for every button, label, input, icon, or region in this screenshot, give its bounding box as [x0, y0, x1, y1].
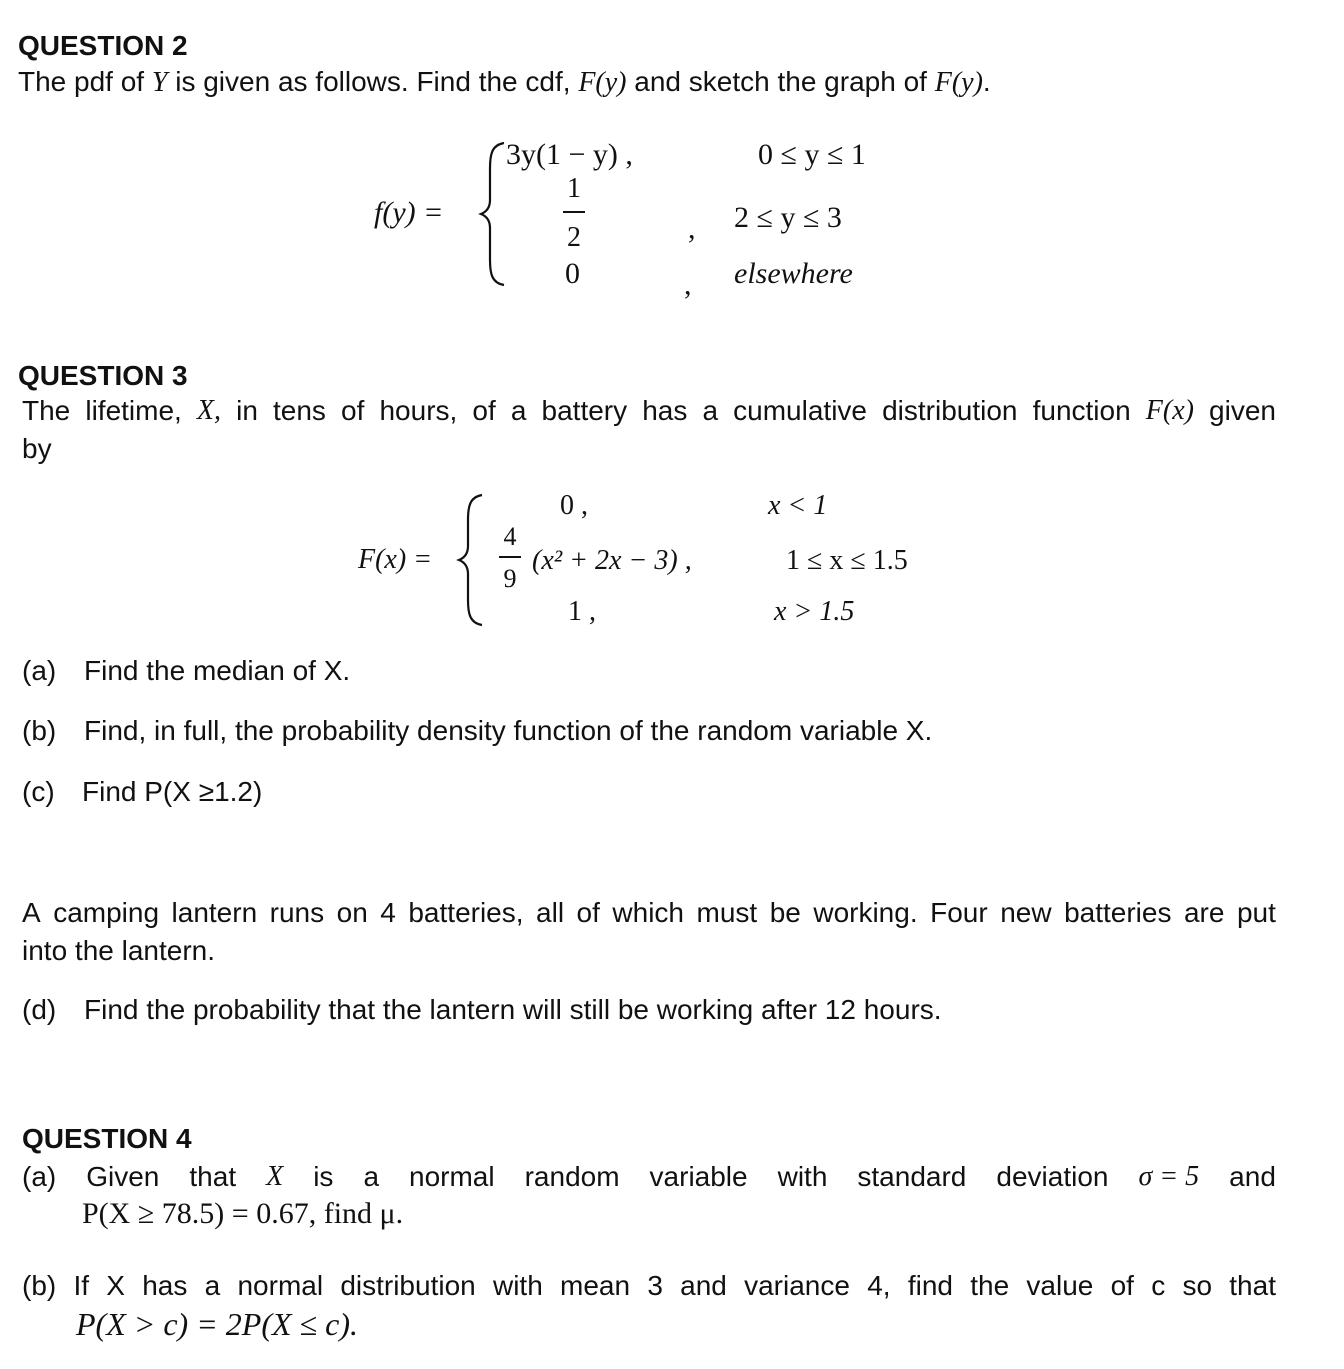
q3-case1-expr: 0 , [560, 490, 588, 521]
q4-a1: Given [86, 1161, 160, 1192]
q2-case2-den: 2 [567, 222, 581, 253]
q4-b6: distribution [340, 1270, 476, 1301]
q3-l15: batteries [1064, 897, 1172, 928]
q2-brace-icon [478, 140, 508, 288]
q3-lhs: F(x) = [358, 544, 433, 575]
q2-case1-expr: 3y(1 − y) , [506, 138, 633, 171]
q3-part-d-text: Find the probability that the lantern will still be working after 12 hours. [84, 994, 942, 1025]
q2-intro-p6: . [982, 66, 991, 97]
q3-l2: lantern [171, 897, 258, 928]
q3-lantern-line1 [22, 897, 1276, 929]
q2-case1-cond: 0 ≤ y ≤ 1 [758, 138, 866, 171]
q3-l13: Four [930, 897, 988, 928]
q4-b17: c [1151, 1270, 1166, 1301]
q2-case2-sep: , [688, 212, 696, 245]
q2-intro-p3: F(y) [578, 67, 627, 98]
q3-w12: cumulative [733, 395, 867, 426]
q2-intro-p0: The pdf of [18, 66, 152, 97]
q2-case3-cond: elsewhere [734, 257, 853, 290]
q3-l7: all [536, 897, 565, 928]
q3-l14: new [1000, 897, 1052, 928]
q3-case2-cond: 1 ≤ x ≤ 1.5 [786, 545, 908, 576]
q3-w9: battery [541, 395, 628, 426]
q4-b13: find [907, 1270, 953, 1301]
q4-b3: has [142, 1270, 188, 1301]
q4-b18: so [1182, 1270, 1213, 1301]
q3-l5: 4 [380, 897, 396, 928]
q3-part-d [22, 994, 942, 1026]
q3-part-a [22, 655, 351, 687]
q3-case2-num: 4 [503, 522, 517, 551]
q3-case2-fracbar [499, 556, 521, 558]
q3-w16: given [1209, 395, 1276, 426]
q4-b10: and [680, 1270, 727, 1301]
q2-intro-p2: is given as follows. Find the cdf, [167, 66, 579, 97]
q4-a13: and [1229, 1161, 1276, 1192]
q4-a3: X [266, 1161, 284, 1192]
q3-w11: a [702, 395, 719, 426]
q2-intro-p5: F(y) [934, 67, 983, 98]
q4-a11: deviation [996, 1161, 1109, 1192]
q4-a6: normal [409, 1161, 495, 1192]
q4-b8: mean [560, 1270, 631, 1301]
q3-w6: hours, [379, 395, 458, 426]
q3-l11: be [769, 897, 801, 928]
q2-intro-p1: Y [151, 67, 168, 98]
q3-brace-icon [456, 492, 486, 628]
q4-a-line1 [22, 1161, 1276, 1193]
q3-part-b [22, 715, 933, 747]
q2-intro [18, 66, 991, 99]
q3-part-c-label: (c) [22, 776, 55, 807]
q3-w3: in [236, 395, 258, 426]
q4-a8: variable [649, 1161, 748, 1192]
q3-w15: F(x) [1145, 395, 1194, 426]
q2-heading: QUESTION 2 [18, 30, 188, 61]
q3-l4: on [336, 897, 368, 928]
q4-b-line2: P(X > c) = 2P(X ≤ c). [76, 1306, 358, 1342]
q3-l9: which [612, 897, 684, 928]
q3-case2-expr: (x² + 2x − 3) , [532, 545, 692, 576]
q3-w0: The [22, 395, 71, 426]
q3-l3: runs [269, 897, 325, 928]
q4-a10: standard [857, 1161, 967, 1192]
q4-a5: a [363, 1161, 380, 1192]
q3-part-c [22, 776, 263, 808]
q3-part-a-label: (a) [22, 655, 57, 686]
q4-b-line1 [22, 1270, 1276, 1302]
q3-l1: camping [53, 897, 160, 928]
q4-b15: value [1026, 1270, 1094, 1301]
q3-w13: distribution [882, 395, 1018, 426]
q2-intro-p4: and sketch the graph of [626, 66, 935, 97]
q3-l0: A [22, 897, 41, 928]
q3-part-a-text: Find the median of X. [84, 655, 351, 686]
q3-intro-line2: by [22, 433, 52, 464]
q4-heading: QUESTION 4 [22, 1123, 192, 1154]
q3-heading: QUESTION 3 [18, 360, 188, 391]
q2-case3-expr: 0 [565, 257, 580, 290]
q3-w1: lifetime, [85, 395, 182, 426]
q3-l8: of [576, 897, 600, 928]
q4-b12: 4, [867, 1270, 891, 1301]
q3-intro-line1 [22, 395, 1276, 427]
q3-case3-expr: 1 , [568, 596, 596, 627]
q3-w10: has [642, 395, 688, 426]
q3-lantern-line2: into the lantern. [22, 935, 216, 966]
q3-l16: are [1183, 897, 1225, 928]
q4-b11: variance [744, 1270, 850, 1301]
q4-b7: with [492, 1270, 543, 1301]
q3-l12: working. [813, 897, 918, 928]
q3-l6: batteries, [408, 897, 524, 928]
q4-a0: (a) [22, 1161, 57, 1192]
q2-lhs: f(y) = [374, 196, 444, 229]
q4-a7: random [524, 1161, 620, 1192]
q3-case1-cond: x < 1 [768, 490, 828, 521]
q4-a12: σ = 5 [1138, 1161, 1200, 1192]
q3-w14: function [1032, 395, 1131, 426]
q4-b1: If [73, 1270, 90, 1301]
q3-w8: a [510, 395, 527, 426]
q2-case3-sep: , [684, 268, 692, 301]
q3-w5: of [341, 395, 365, 426]
q3-w2: X, [196, 395, 222, 426]
q3-part-c-text: Find P(X ≥1.2) [82, 776, 263, 807]
q3-part-b-text: Find, in full, the probability density function of the random variable X. [84, 715, 933, 746]
q3-w7: of [472, 395, 496, 426]
q4-b9: 3 [647, 1270, 663, 1301]
q4-b5: normal [237, 1270, 324, 1301]
q3-case3-cond: x > 1.5 [774, 596, 855, 627]
q4-b19: that [1229, 1270, 1276, 1301]
q3-part-d-label: (d) [22, 994, 57, 1025]
q3-l10: must [696, 897, 758, 928]
q4-a2: that [189, 1161, 237, 1192]
q3-w4: tens [273, 395, 326, 426]
q4-a9: with [777, 1161, 828, 1192]
q2-case2-cond: 2 ≤ y ≤ 3 [734, 201, 842, 234]
q3-part-b-label: (b) [22, 715, 57, 746]
q4-a-line2: P(X ≥ 78.5) = 0.67, find μ. [82, 1197, 404, 1230]
q2-case2-fracbar [563, 211, 585, 213]
q3-case2-den: 9 [503, 564, 517, 593]
q4-b16: of [1110, 1270, 1134, 1301]
q3-l17: put [1236, 897, 1276, 928]
q4-b14: the [970, 1270, 1010, 1301]
q4-a4: is [313, 1161, 334, 1192]
q4-b2: X [106, 1270, 125, 1301]
q2-case2-num: 1 [567, 173, 581, 204]
q4-b0: (b) [22, 1270, 57, 1301]
q4-b4: a [204, 1270, 221, 1301]
